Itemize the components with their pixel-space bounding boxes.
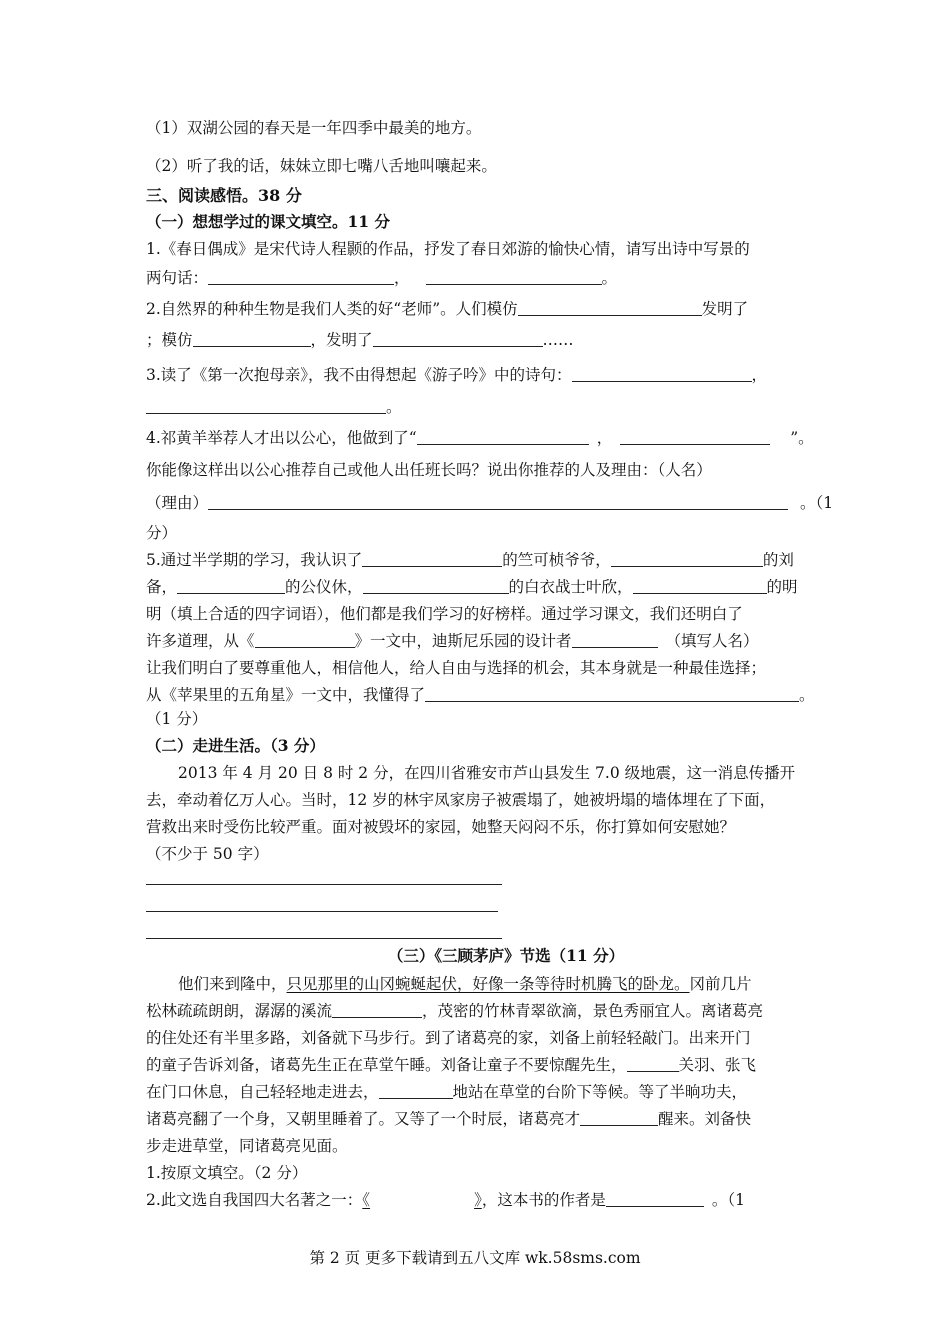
answer-blank[interactable] xyxy=(208,493,788,510)
q5-end: 的刘 xyxy=(762,551,794,569)
answer-blank[interactable] xyxy=(611,550,763,567)
answer-blank[interactable] xyxy=(425,685,799,702)
q4-line-d: 分） xyxy=(146,524,178,542)
passage-text: 醒来。刘备快 xyxy=(658,1110,752,1128)
book-bracket-open: 《 xyxy=(362,1191,371,1209)
passage-line-1 xyxy=(178,973,752,995)
q5-line-f xyxy=(146,684,815,706)
q2-prefix: 2.自然界的种种生物是我们人类的好“老师”。人们模仿 xyxy=(146,300,518,318)
answer-blank[interactable] xyxy=(572,365,752,382)
passage-line-3: 的住处还有半里多路，刘备就下马步行。到了诸葛亮的家，刘备上前轻轻敲门。出来开门 xyxy=(146,1029,751,1047)
q5-line-c: 明（填上合适的四字词语），他们都是我们学习的好榜样。通过学习课文，我们还明白了 xyxy=(146,605,743,623)
passage-text: 冈前几片 xyxy=(689,975,752,993)
sub2-para-4: （不少于 50 字） xyxy=(146,845,269,863)
q4-prefix: 4.祁黄羊举荐人才出以公心，他做到了“ xyxy=(146,429,417,447)
passage-line-6 xyxy=(146,1108,751,1130)
q3-line-b xyxy=(146,396,402,418)
q1-mid: ， xyxy=(394,269,410,287)
answer-blank[interactable] xyxy=(379,1082,453,1099)
answer-blank[interactable] xyxy=(633,577,767,594)
passage-text: 在门口休息，自己轻轻地走进去， xyxy=(146,1083,379,1101)
q5-line-b xyxy=(146,576,798,598)
writing-line[interactable] xyxy=(146,938,502,939)
answer-blank[interactable] xyxy=(208,268,394,285)
q5-prefix: 5.通过半学期的学习，我认识了 xyxy=(146,551,363,569)
q5f-end: 。 xyxy=(799,686,815,704)
q3-prefix: 3.读了《第一次抱母亲》，我不由得想起《游子吟》中的诗句： xyxy=(146,366,572,384)
answer-blank[interactable] xyxy=(620,428,770,445)
answer-blank[interactable] xyxy=(580,1109,658,1126)
q4-line-c xyxy=(146,492,833,514)
q5-line-e: 让我们明白了要尊重他人，相信他人，给人自由与选择的机会，其本身就是一种最佳选择； xyxy=(146,659,767,677)
passage-text: ，茂密的竹林青翠欲滴，景色秀丽宜人。离诸葛亮 xyxy=(422,1002,764,1020)
q1-line-b xyxy=(146,267,617,289)
answer-blank[interactable] xyxy=(627,1055,679,1072)
section-title: 三、阅读感悟。38 分 xyxy=(146,186,302,205)
answer-blank[interactable] xyxy=(177,577,285,594)
answer-blank[interactable] xyxy=(362,550,502,567)
writing-line[interactable] xyxy=(146,911,498,912)
passage-text: 地站在草堂的台阶下等候。等了半晌功夫， xyxy=(452,1083,748,1101)
q5-line-a xyxy=(146,549,794,571)
answer-blank[interactable] xyxy=(426,268,602,285)
q5-mid1: 的竺可桢爷爷， xyxy=(502,551,611,569)
underlined-sentence: 只见那里的山冈蜿蜒起伏，好像一条等待时机腾飞的卧龙。 xyxy=(286,975,690,993)
q5b-prefix: 备， xyxy=(146,578,178,596)
q4-mid: ， xyxy=(596,429,613,447)
answer-blank[interactable] xyxy=(606,1190,704,1207)
q3b-end: 。 xyxy=(386,398,402,416)
passage-text: 松林疏疏朗朗，潺潺的溪流 xyxy=(146,1002,333,1020)
subsection2-title: （二）走进生活。（3 分） xyxy=(146,736,325,755)
q2-line-b xyxy=(146,329,574,351)
passage-text: 诸葛亮翻了一个身，又朝里睡着了。又等了一个时辰，诸葛亮才 xyxy=(146,1110,581,1128)
answer-blank[interactable] xyxy=(255,631,355,648)
subsection3-title: （三）《三顾茅庐》节选（11 分） xyxy=(387,946,625,965)
passage-line-7: 步走进草堂，同诸葛亮见面。 xyxy=(146,1137,348,1155)
sub2-para-2: 去，牵动着亿万人心。当时，12 岁的林宇凤家房子被震塌了，她被坍塌的墙体埋在了下面， xyxy=(146,791,776,809)
writing-line[interactable] xyxy=(146,884,502,885)
q5d-prefix: 许多道理，从《 xyxy=(146,632,255,650)
q5b-mid2: 的白衣战士叶欣， xyxy=(508,578,633,596)
q2b-mid: ，发明了 xyxy=(310,331,373,349)
answer-blank[interactable] xyxy=(193,330,311,347)
sub3-q2 xyxy=(146,1189,745,1211)
q-end: 。（1 xyxy=(711,1191,745,1209)
q4-line-a xyxy=(146,427,814,449)
q1-prefix: 两句话： xyxy=(146,269,209,287)
answer-blank[interactable] xyxy=(146,397,386,414)
q5-line-d xyxy=(146,630,759,652)
answer-blank[interactable] xyxy=(363,577,509,594)
q-mid: ，这本书的作者是 xyxy=(481,1191,606,1209)
answer-blank[interactable] xyxy=(373,330,543,347)
q5b-mid1: 的公仪休， xyxy=(285,578,363,596)
q4c-end: 。（1 xyxy=(800,494,834,512)
q4c-prefix: （理由） xyxy=(146,494,209,512)
passage-text: 他们来到隆中， xyxy=(178,975,287,993)
passage-text: 的童子告诉刘备，诸葛先生正在草堂午睡。刘备让童子不要惊醒先生， xyxy=(146,1056,627,1074)
sub2-para-1: 2013 年 4 月 20 日 8 时 2 分，在四川省雅安市芦山县发生 7.0 级地震，这一消息传播开 xyxy=(178,764,796,782)
q4-end: ”。 xyxy=(790,429,814,447)
answer-blank[interactable] xyxy=(332,1001,422,1018)
book-bracket-close: 》 xyxy=(474,1191,482,1209)
q5b-end: 的明 xyxy=(766,578,798,596)
q5d-end: （填写人名） xyxy=(665,632,759,650)
q1-end: 。 xyxy=(601,269,618,287)
page-footer: 第 2 页 更多下载请到五八文库 wk.58sms.com xyxy=(309,1249,641,1267)
answer-blank[interactable] xyxy=(572,631,658,648)
q3-end: ， xyxy=(751,366,768,384)
sub2-para-3: 营救出来时受伤比较严重。面对被毁坏的家园，她整天闷闷不乐，你打算如何安慰她？ xyxy=(146,818,736,836)
q4-line-b: 你能像这样出以公心推荐自己或他人出任班长吗？说出你推荐的人及理由：（人名） xyxy=(146,461,712,479)
question-q2: （2）听了我的话，妹妹立即七嘴八舌地叫嚷起来。 xyxy=(146,157,497,175)
passage-line-5 xyxy=(146,1081,747,1103)
sub3-q1: 1.按原文填空。（2 分） xyxy=(146,1164,308,1182)
passage-text: 关羽、张飞 xyxy=(678,1056,757,1074)
passage-line-4 xyxy=(146,1054,756,1076)
question-q1: （1）双湖公园的春天是一年四季中最美的地方。 xyxy=(146,119,482,137)
q2-line-a xyxy=(146,298,748,320)
answer-blank[interactable] xyxy=(518,299,702,316)
q3-line-a xyxy=(146,364,767,386)
q2b-prefix: ；模仿 xyxy=(146,331,193,349)
subsection1-title: （一）想想学过的课文填空。11 分 xyxy=(146,212,390,231)
q2b-end: …… xyxy=(542,331,574,349)
q-prefix: 2.此文选自我国四大名著之一： xyxy=(146,1191,363,1209)
q5d-mid: 》一文中，迪斯尼乐园的设计者 xyxy=(354,632,572,650)
answer-blank[interactable] xyxy=(417,428,589,445)
book-title-blank[interactable] xyxy=(362,1191,482,1209)
q2-end: 发明了 xyxy=(701,300,749,318)
passage-line-2 xyxy=(146,1000,763,1022)
q1-line-a: 1.《春日偶成》是宋代诗人程颢的作品，抒发了春日郊游的愉快心情，请写出诗中写景的 xyxy=(146,240,750,258)
q5-line-g: （1 分） xyxy=(146,710,208,728)
q5f-prefix: 从《苹果里的五角星》一文中，我懂得了 xyxy=(146,686,426,704)
